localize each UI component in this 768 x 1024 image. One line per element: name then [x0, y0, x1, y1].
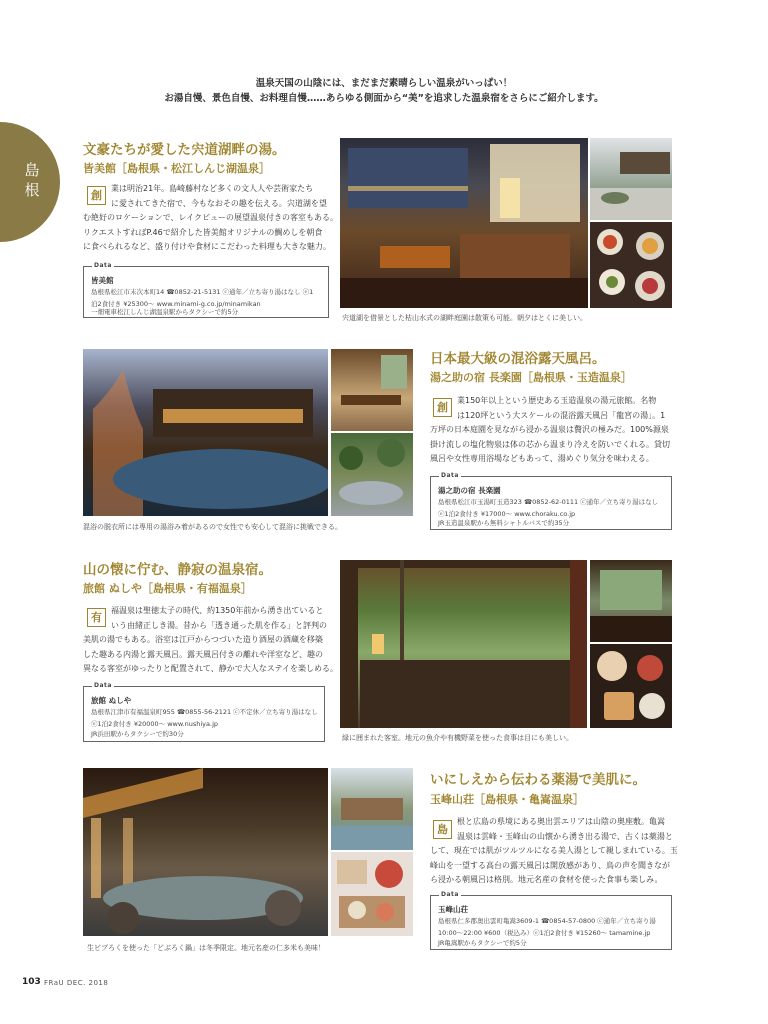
section-2-data-name: 湯之助の宿 長楽園 — [438, 486, 501, 495]
section-4-body-line-5: ら浸かる朝風呂は格別。地元名産の食材を使った食事も楽しみ。 — [430, 875, 663, 884]
wave-divider — [83, 752, 671, 760]
section-4-subtitle: 玉峰山荘［島根県・亀嵩温泉］ — [430, 793, 584, 806]
forest-view-room-image — [340, 560, 587, 728]
doburoku-hotpot-meal-image — [331, 852, 413, 936]
section-4-initial-badge: 島 — [433, 820, 452, 839]
section-1-body-line-1: 業は明治21年。島崎藤村など多くの文人人や芸術家たち — [111, 184, 314, 193]
intro-line-1: 温泉天国の山陰には、まだまだ素晴らしい温泉がいっぱい！ — [255, 78, 513, 89]
section-4-data-access: JR亀嵩駅からタクシーで約5分 — [438, 939, 527, 947]
section-4-body-line-1: 根と広島の県境にある奥出雲エリアは山陰の奥座敷。亀嵩 — [457, 817, 665, 826]
section-4-body-line-3: して、現在では肌がツルツルになる美人湯として親しまれている。玉 — [430, 846, 678, 855]
section-4-data-name: 玉峰山荘 — [438, 905, 468, 914]
local-cuisine-image — [590, 644, 672, 728]
section-3-caption: 緑に囲まれた客室。地元の魚介や有機野菜を使った食事は目にも美しい。 — [342, 734, 573, 742]
section-2-body-line-1: 業150年以上という歴史ある玉造温泉の湯元旅館。名物 — [457, 396, 657, 405]
section-3-data-access: JR浜田駅からタクシーで約30分 — [91, 730, 184, 738]
section-2-body-line-4: 掛け流しの塩化物泉は体の芯から温まり冷えを防いでくれる。貸切 — [430, 439, 670, 449]
region-label: 島根 — [24, 161, 40, 199]
section-4-exterior-photo — [331, 768, 413, 850]
section-1-data-access: 一畑電車松江しんじ湖温泉駅からタクシーで約5分 — [91, 308, 239, 316]
section-3-data-info-line-1: 島根県江津市有福温泉町955 ☎0855-56-2121 ⓒ不定休／立ち寄り湯はなし — [91, 708, 318, 716]
section-3-body-line-2: いう由緒正しき湯。昔から「透き通った肌を作る」と評判の — [111, 620, 327, 630]
section-1-data-box — [83, 262, 329, 318]
open-air-bath-image — [83, 349, 328, 516]
section-3-title: 山の懐に佇む、静寂の温泉宿。 — [83, 562, 272, 578]
section-4-data-info — [438, 916, 656, 939]
section-4-caption: 生ビブろくを使った「どぶろく鍋」は冬季限定。地元名産の仁多米も美味！ — [87, 944, 325, 952]
section-3-data-info — [91, 707, 318, 730]
section-2-data-info-line-1: 島根県松江市玉湯町玉造323 ☎0852-62-0111 ⓒ通年／立ち寄り湯はなし — [438, 498, 659, 506]
section-3-main-photo — [340, 560, 587, 728]
section-2-data-access: JR玉造温泉駅から無料シャトルバスで約35分 — [438, 519, 570, 527]
section-4-data-box — [430, 891, 672, 950]
section-2-initial-badge: 創 — [433, 398, 452, 417]
data-label: Data — [94, 682, 112, 689]
section-3-subtitle: 旅館 ぬしや［島根県・有福温泉］ — [83, 582, 252, 595]
section-2-garden-photo — [331, 433, 413, 516]
japanese-garden-image — [331, 433, 413, 516]
section-4-main-photo — [83, 768, 328, 936]
section-3-data-name: 旅館 ぬしや — [91, 696, 132, 705]
section-3-body-line-1: 福温泉は聖徳太子の時代、約1350年前から湧き出ていると — [111, 606, 324, 615]
section-1-data-name: 皆美館 — [91, 276, 114, 285]
data-label: Data — [441, 891, 459, 898]
night-open-air-bath-image — [83, 768, 328, 936]
section-3-body-line-4: した趣ある内湯と露天風呂。露天風呂付きの離れや洋室など、趣の — [83, 649, 323, 659]
data-label: Data — [94, 262, 112, 269]
section-2-data-info-line-2: ⓔ1泊2食付き ¥17000〜 www.choraku.co.jp — [438, 509, 576, 518]
section-2-main-photo — [83, 349, 328, 516]
section-2-subtitle: 湯之助の宿 長楽園［島根県・玉造温泉］ — [430, 371, 632, 384]
wave-divider — [83, 541, 671, 549]
section-4-body-line-2: 温泉は雲峰・玉峰山の山懐から湧き出る湯で、古くは薬湯と — [457, 831, 673, 841]
section-1-data-info-line-2: 泊2食付き ¥25300〜 www.minami-g.co.jp/minamikan — [91, 299, 261, 308]
section-1-initial-badge: 創 — [87, 186, 106, 205]
section-1-title: 文豪たちが愛した宍道湖畔の湯。 — [83, 142, 286, 158]
section-2-room-photo — [331, 349, 413, 431]
data-label: Data — [441, 472, 459, 479]
section-3-body-line-3: 美肌の湯でもある。浴室は江戸からつづいた造り酒屋の酒蔵を移築 — [83, 635, 323, 644]
section-1-subtitle: 皆美館［島根県・松江しんじ湖温泉］ — [83, 162, 270, 175]
section-3-room-photo — [590, 560, 672, 642]
wave-divider — [83, 330, 671, 338]
section-3-food-photo — [590, 644, 672, 728]
section-3-body-line-5: 異なる客室がゆったりと配置されて、静かで大人なステイを楽しめる。 — [83, 664, 339, 673]
section-1-body-line-4: リクエストすればP.46で紹介した皆美館オリジナルの鯛めしを朝食 — [83, 227, 323, 237]
section-1-food-photo — [590, 222, 672, 308]
ryokan-garden-image — [590, 138, 672, 220]
section-2-caption: 混浴の脱衣所には専用の湯浴み着があるので女性でも安心して混浴に挑戦できる。 — [83, 523, 342, 531]
section-3-initial-badge: 有 — [87, 608, 106, 627]
section-1-caption: 宍道湖を借景とした枯山水式の湖畔庭園は散策も可能。朝夕はとくに美しい。 — [342, 314, 587, 322]
magazine-issue: FRaU DEC. 2018 — [44, 979, 109, 987]
section-4-body-line-4: 峰山を一望する高台の露天風呂は開放感があり、鳥の声を聞きなが — [430, 860, 670, 870]
section-2-body-line-3: 万坪の日本庭園を見ながら浸かる温泉は贅沢の極みだ。100%源泉 — [430, 425, 669, 434]
section-1-data-info-line-1: 島根県松江市末次本町14 ☎0852-21-5131 ⓒ通年／立ち寄り湯はなし ⓔ1 — [91, 288, 314, 296]
section-4-data-info-line-1: 島根県仁多郡奥出雲町亀嵩3609-1 ☎0854-57-0800 ⓒ通年／立ち寄り湯 — [438, 917, 656, 925]
section-1-body-line-3: む絶好のロケーションで、レイクビューの展望温泉付きの客室もある。 — [83, 213, 338, 222]
intro-line-2: お湯自慢、景色自慢、お料理自慢……あらゆる側面から“美”を追求した温泉宿をさらにご紹介します。 — [164, 93, 604, 104]
guest-room-lake-view-image — [340, 138, 588, 308]
section-4-title: いにしえから伝わる薬湯で美肌に。 — [430, 772, 646, 788]
section-4-food-photo — [331, 852, 413, 936]
section-3-data-box — [83, 682, 325, 742]
section-2-data-box — [430, 472, 672, 530]
section-1-main-photo — [340, 138, 588, 308]
section-2-title: 日本最大級の混浴露天風呂。 — [430, 351, 606, 367]
guest-room-image — [331, 349, 413, 431]
ryokan-exterior-image — [331, 768, 413, 850]
page-number: 103 — [22, 977, 41, 987]
section-2-body-line-2: は120坪という大スケールの混浴露天風呂「龍宮の湯」。1 — [457, 410, 666, 420]
section-1-body-line-2: に愛されてきた宿で、今もなおその趣を伝える。宍道湖を望 — [111, 198, 327, 208]
kaiseki-meal-image — [590, 222, 672, 308]
section-3-data-info-line-2: ⓔ1泊2食付き ¥20000〜 www.nushiya.jp — [91, 719, 219, 728]
section-2-body-line-5: 風呂や女性専用浴場などもあって、湯めぐり気分を味わえる。 — [430, 454, 654, 463]
section-4-data-info-line-2: 10:00〜22:00 ¥600（税込み）ⓔ1泊2食付き ¥15260〜 tamamine.jp — [438, 928, 651, 937]
section-1-garden-photo — [590, 138, 672, 220]
section-1-body-line-5: に食べられるなど、盛り付けや食材にこだわった料理も大きな魅力。 — [83, 242, 331, 251]
section-2-data-info — [438, 497, 658, 520]
tatami-room-image — [590, 560, 672, 642]
